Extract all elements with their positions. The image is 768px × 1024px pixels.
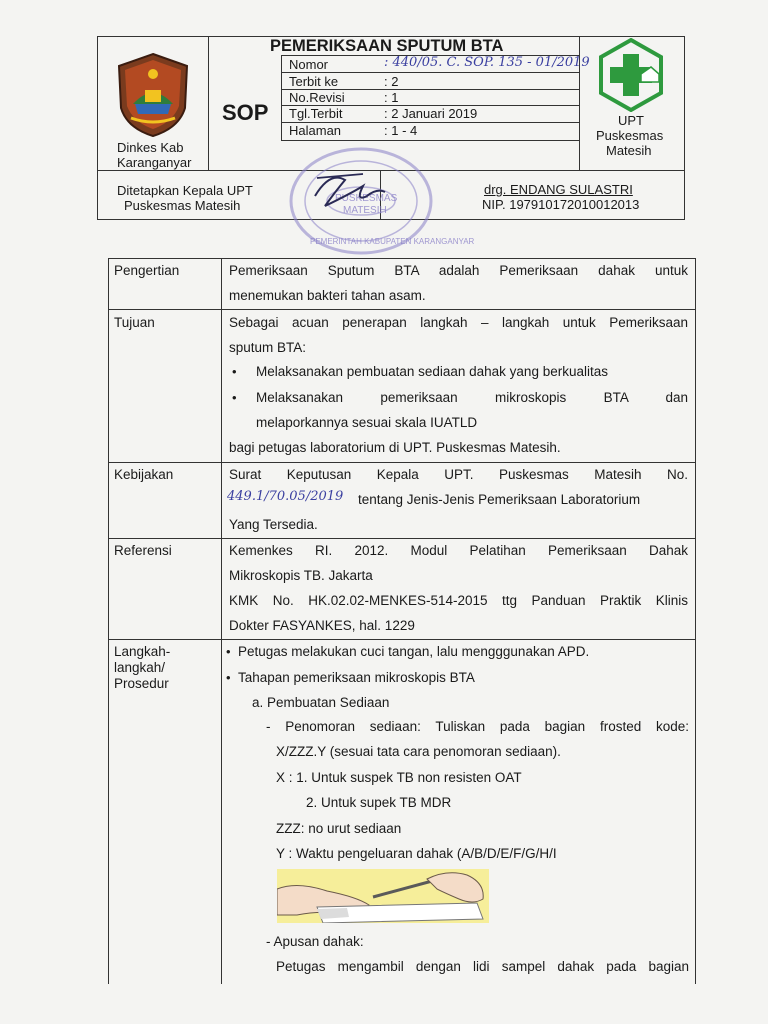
tujuan-bullet2-line2: melaporkannya sesuai skala IUATLD bbox=[256, 415, 478, 430]
meta-label-nomor: Nomor bbox=[289, 57, 329, 72]
stamp-inner-line1: PUSKESMAS bbox=[335, 193, 398, 204]
meta-label-revisi: No.Revisi bbox=[289, 90, 345, 105]
referensi-line3: KMK No. HK.02.02-MENKES-514-2015 ttg Panduan Praktik Klinis bbox=[229, 593, 688, 608]
referensi-line2: Mikroskopis TB. Jakarta bbox=[229, 568, 373, 583]
langkah-step1-line2: X/ZZZ.Y (sesuai tata cara penomoran sediaan). bbox=[276, 744, 561, 759]
right-org-line3: Matesih bbox=[606, 143, 652, 158]
label-referensi: Referensi bbox=[114, 543, 172, 558]
slide-labeling-illustration bbox=[277, 869, 489, 923]
signature bbox=[305, 166, 398, 214]
bullet-icon: • bbox=[226, 644, 231, 659]
stamp-inner-line2: MATESIH bbox=[343, 205, 387, 216]
tujuan-bullet1: Melaksanakan pembuatan sediaan dahak yang berkualitas bbox=[256, 364, 608, 379]
tujuan-line2: sputum BTA: bbox=[229, 340, 307, 355]
doctor-name: drg. ENDANG SULASTRI bbox=[484, 182, 633, 197]
label-kebijakan: Kebijakan bbox=[114, 467, 174, 482]
label-langkah-2: langkah/ bbox=[114, 660, 166, 675]
label-pengertian: Pengertian bbox=[114, 263, 180, 278]
meta-value-revisi: : 1 bbox=[384, 90, 399, 105]
langkah-bullet2: Tahapan pemeriksaan mikroskopis BTA bbox=[238, 670, 475, 685]
tujuan-bullet2-line1: Melaksanakan pemeriksaan mikroskopis BTA dan bbox=[256, 390, 688, 405]
puskesmas-logo-icon bbox=[597, 38, 665, 112]
kebijakan-line3: Yang Tersedia. bbox=[229, 517, 318, 532]
left-org-line1: Dinkes Kab bbox=[117, 140, 184, 155]
left-org-line2: Karanganyar bbox=[117, 155, 192, 170]
meta-value-halaman: : 1 - 4 bbox=[384, 123, 418, 138]
bullet-icon: • bbox=[232, 364, 237, 379]
right-org-line2: Puskesmas bbox=[596, 128, 664, 143]
langkah-y-line: Y : Waktu pengeluaran dahak (A/B/D/E/F/G/H/I bbox=[276, 846, 557, 861]
doctor-nip: NIP. 197910172010012013 bbox=[482, 197, 640, 212]
kebijakan-line1: Surat Keputusan Kepala UPT. Puskesmas Matesih No. bbox=[229, 467, 688, 482]
right-org-line1: UPT bbox=[618, 113, 644, 128]
langkah-x-line1: X : 1. Untuk suspek TB non resisten OAT bbox=[276, 770, 522, 785]
approved-line1: Ditetapkan Kepala UPT bbox=[117, 183, 253, 198]
langkah-apusan: - Apusan dahak: bbox=[266, 934, 364, 949]
meta-label-halaman: Halaman bbox=[289, 123, 342, 138]
label-langkah-3: Prosedur bbox=[114, 676, 169, 691]
kebijakan-handwritten-no: 449.1/70.05/2019 bbox=[227, 489, 344, 504]
tujuan-line1: Sebagai acuan penerapan langkah – langkah untuk Pemeriksaan bbox=[229, 315, 688, 330]
meta-value-terbit: : 2 bbox=[384, 74, 399, 89]
langkah-x-line2: 2. Untuk supek TB MDR bbox=[306, 795, 452, 810]
kebijakan-line2-rest: tentang Jenis-Jenis Pemeriksaan Laboratorium bbox=[358, 492, 641, 507]
langkah-sub-a: a. Pembuatan Sediaan bbox=[252, 695, 390, 710]
langkah-zzz-line: ZZZ: no urut sediaan bbox=[276, 821, 402, 836]
tujuan-line-last: bagi petugas laboratorium di UPT. Puskesmas Matesih. bbox=[229, 440, 561, 455]
langkah-step1-line1: - Penomoran sediaan: Tuliskan pada bagian frosted kode: bbox=[266, 719, 689, 734]
page-title: PEMERIKSAAN SPUTUM BTA bbox=[270, 37, 504, 55]
meta-value-nomor: : 440/05. C. SOP. 135 - 01/2019 bbox=[384, 55, 590, 70]
approved-line2: Puskesmas Matesih bbox=[124, 198, 241, 213]
meta-value-tgl: : 2 Januari 2019 bbox=[384, 106, 478, 121]
bullet-icon: • bbox=[226, 670, 231, 685]
sop-label: SOP bbox=[222, 100, 269, 125]
meta-label-tgl: Tgl.Terbit bbox=[289, 106, 343, 121]
pengertian-line1: Pemeriksaan Sputum BTA adalah Pemeriksaan dahak untuk bbox=[229, 263, 688, 278]
langkah-bullet1: Petugas melakukan cuci tangan, lalu mengggunakan APD. bbox=[238, 644, 590, 659]
stamp-outer-text: PEMERINTAH KABUPATEN KARANGANYAR bbox=[310, 237, 475, 246]
referensi-line1: Kemenkes RI. 2012. Modul Pelatihan Pemeriksaan Dahak bbox=[229, 543, 688, 558]
regency-emblem-icon bbox=[113, 52, 193, 138]
label-tujuan: Tujuan bbox=[114, 315, 155, 330]
meta-label-terbit: Terbit ke bbox=[289, 74, 339, 89]
referensi-line4: Dokter FASYANKES, hal. 1229 bbox=[229, 618, 415, 633]
label-langkah-1: Langkah- bbox=[114, 644, 171, 659]
langkah-last-line: Petugas mengambil dengan lidi sampel dahak pada bagian bbox=[276, 959, 689, 974]
bullet-icon: • bbox=[232, 390, 237, 405]
pengertian-line2: menemukan bakteri tahan asam. bbox=[229, 288, 426, 303]
